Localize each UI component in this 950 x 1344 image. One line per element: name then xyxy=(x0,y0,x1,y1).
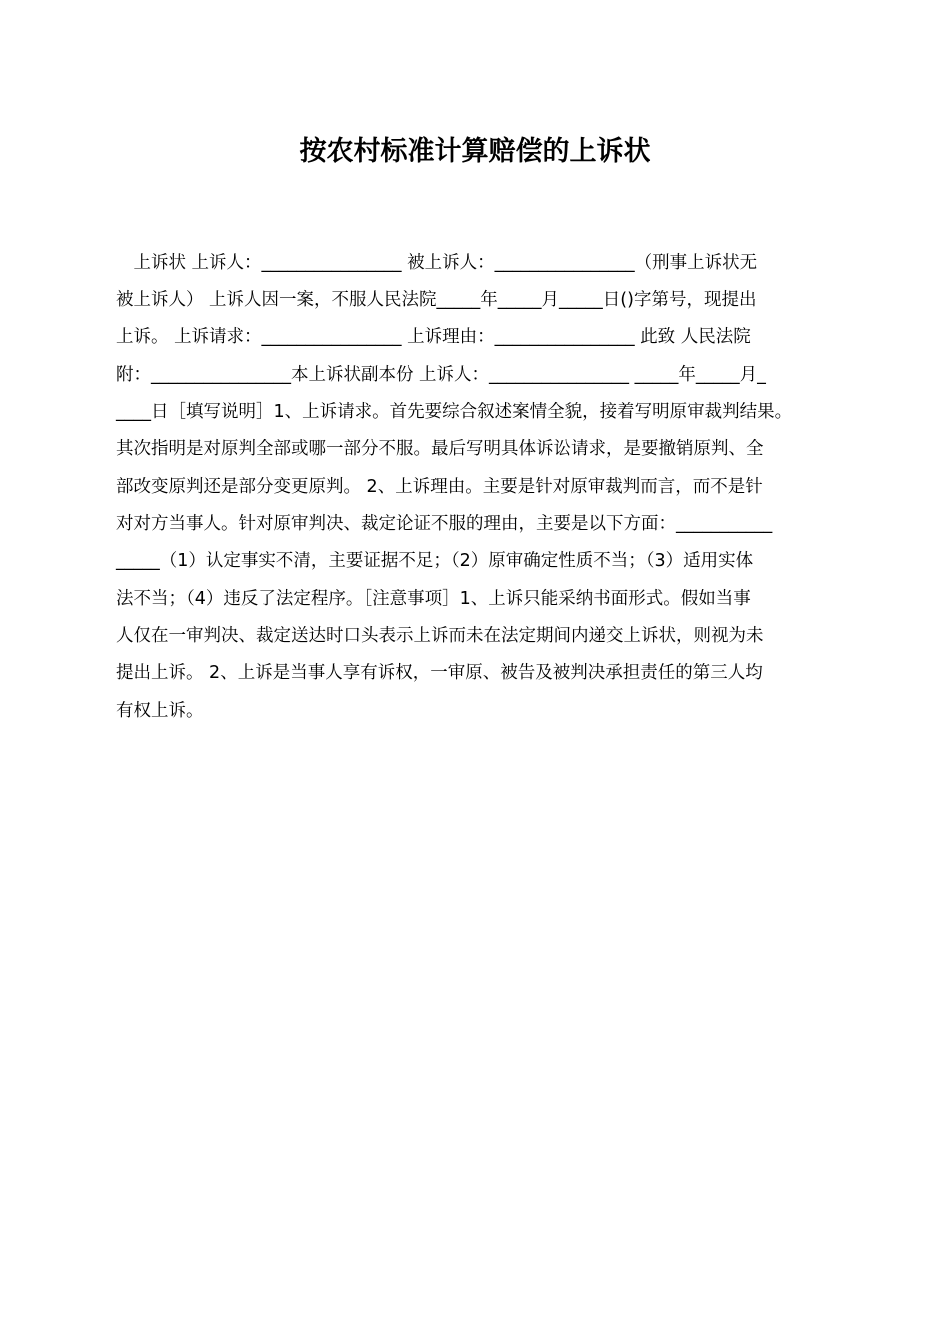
body-line-10: 法不当；（4）违反了法定程序。［注意事项］1、上诉只能采纳书面形式。假如当事 xyxy=(116,589,751,609)
body-line-3: 上诉。 上诉请求：________________ 上诉理由：________________ 此致 人民法院 xyxy=(116,327,751,347)
body-line-13: 有权上诉。 xyxy=(116,701,204,721)
body-line-2: 被上诉人） 上诉人因一案，不服人民法院_____年_____月_____日()字第号，现提出 xyxy=(116,290,757,310)
body-line-9: _____（1）认定事实不清，主要证据不足；（2）原审确定性质不当；（3）适用实体 xyxy=(116,551,754,571)
document-title: 按农村标准计算赔偿的上诉状 xyxy=(299,136,651,167)
body-line-6: 其次指明是对原判全部或哪一部分不服。最后写明具体诉讼请求，是要撤销原判、全 xyxy=(116,439,764,459)
body-line-5: ____日［填写说明］1、上诉请求。首先要综合叙述案情全貌，接着写明原审裁判结果。 xyxy=(116,402,793,422)
body-line-8: 对对方当事人。针对原审判决、裁定论证不服的理由，主要是以下方面：___________ xyxy=(116,514,773,534)
body-line-11: 人仅在一审判决、裁定送达时口头表示上诉而未在法定期间内递交上诉状，则视为未 xyxy=(116,626,764,646)
body-line-12: 提出上诉。 2、上诉是当事人享有诉权，一审原、被告及被判决承担责任的第三人均 xyxy=(116,663,763,683)
body-line-1: 上诉状 上诉人：________________ 被上诉人：________________（刑事上诉状无 xyxy=(116,253,758,273)
body-line-7: 部改变原判还是部分变更原判。 2、上诉理由。主要是针对原审裁判而言，而不是针 xyxy=(116,477,763,497)
body-line-4: 附：________________本上诉状副本份 上诉人：________________ _____年_____月_ xyxy=(116,365,766,385)
